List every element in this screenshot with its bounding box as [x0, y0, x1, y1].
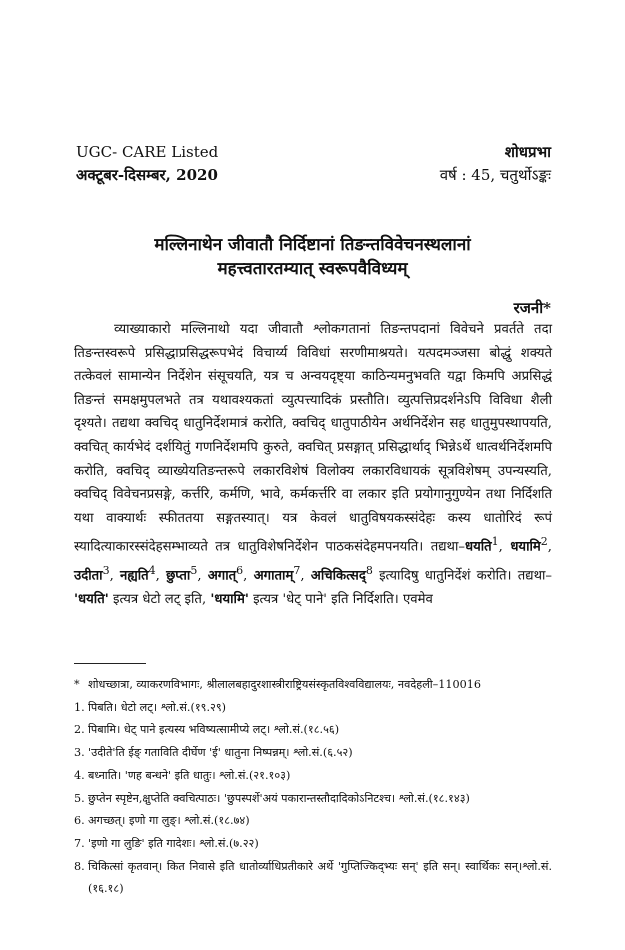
footnote-list: [74, 697, 552, 901]
footnote-ref: 7: [293, 564, 301, 578]
footnote-number: 5.: [74, 791, 85, 805]
footnote-item: [74, 788, 552, 811]
volume-issue: वर्ष : 45, चतुर्थोऽङ्कः: [439, 166, 551, 184]
separator: ,: [109, 568, 120, 584]
footnote-ref: 4: [148, 564, 156, 578]
footnote-text: चिकित्सां कृतवान्। कित निवासे इति धातोर्व्याधिप्रतीकारे अर्थे 'गुप्तिज्किद्भ्यः सन्' इति सन्। स्वार्थिकः सन्।श्लो.सं.(१६.१८): [88, 859, 552, 896]
separator: ,: [155, 568, 167, 584]
footnote-item: [74, 810, 552, 833]
footnote-item: [74, 719, 552, 742]
footnote-text: बध्नाति। 'णह बन्धने' इति धातुः। श्लो.सं.(२१.१०३): [88, 768, 291, 782]
example-verb: अगाताम्: [253, 568, 294, 584]
quoted-verb: 'धयति': [74, 592, 109, 608]
footnote-number: 3.: [74, 746, 85, 760]
example-verb: धयति: [464, 539, 492, 555]
footnote-marker: *: [74, 678, 80, 691]
footnote-item: [74, 856, 552, 901]
paper-title-line1: मल्लिनाथेन जीवातौ निर्दिष्टानां तिङन्तविवेचनस्थलानां: [154, 235, 471, 255]
footnote-number: 7.: [74, 836, 85, 850]
footnote-ref: 5: [190, 564, 198, 578]
example-verb: अचिकित्सद्: [310, 568, 366, 584]
footnote-ref: 3: [102, 564, 110, 578]
journal-header-left: [76, 141, 218, 187]
footnote-number: 2.: [74, 723, 85, 737]
example-verb: उदीता: [74, 568, 103, 584]
paper-title-line2: महत्त्वतारतम्यात् स्वरूपवैविध्यम्: [217, 259, 408, 279]
footnote-text: 'उदीते'ति ईङ् गताविति दीर्घेण 'ई' धातुना निष्पन्नम्। श्लो.सं.(६.५२): [88, 746, 353, 760]
body-paragraph: [74, 318, 552, 612]
footnote-item: [74, 833, 552, 856]
footnote-ref: 8: [365, 564, 373, 578]
footnote-text: छुप्तेन स्पृष्टेन,क्षुप्तेति क्वचित्पाठः। 'छुपस्पर्शे'अयं पकारान्तस्तौदादिकोऽनिटश्च। श्लो.सं.(१८.१४३): [88, 791, 470, 805]
footnote-text: शोधच्छात्रा, व्याकरणविभागः, श्रीलालबहादुरशास्त्रीराष्ट्रियसंस्कृतविश्वविद्यालयः, नवदेहली–110016: [88, 678, 481, 691]
footnote-divider: [74, 663, 146, 664]
separator: ,: [197, 568, 208, 584]
footnote-number: 4.: [74, 768, 85, 782]
journal-header-right: [440, 141, 551, 187]
separator: ,: [498, 539, 511, 555]
footnote-ref: 2: [540, 535, 548, 549]
author-name: रजनी*: [513, 299, 551, 317]
paper-title: [60, 233, 565, 281]
footnote-item: [74, 742, 552, 765]
footnote-text: 'इणो गा लुङि' इति गादेशः। श्लो.सं.(७.२२): [88, 836, 259, 850]
separator: ,: [547, 539, 552, 555]
footnotes: [74, 674, 552, 901]
example-verb: अगात्: [207, 568, 237, 584]
example-verb: नह्यति: [120, 568, 149, 584]
separator: ,: [300, 568, 311, 584]
footnote-ref: 6: [236, 564, 244, 578]
body-text: [74, 318, 552, 612]
body-text-mid: इत्यादिषु धातुनिर्देशं करोति। तद्यथा–: [372, 568, 553, 584]
body-text-mid2: इत्यत्र धेटो लट् इति,: [108, 592, 211, 608]
example-verb: धयामि: [510, 539, 541, 555]
body-text-tail: इत्यत्र 'धेट् पाने' इति निर्दिशति। एवमेव: [248, 592, 433, 608]
footnote-item: [74, 697, 552, 720]
footnote-ref: 1: [491, 535, 499, 549]
footnote-text: पिबामि। धेट् पाने इत्यस्य भविष्यत्सामीप्ये लट्। श्लो.सं.(१८.५६): [88, 723, 340, 737]
ugc-care-label: UGC- CARE Listed: [76, 143, 219, 161]
footnote-text: अगच्छत्। इणो गा लुङ्। श्लो.सं.(१८.७४): [88, 814, 250, 828]
footnote-author: [74, 674, 552, 697]
footnote-number: 6.: [74, 814, 85, 828]
footnote-number: 1.: [74, 700, 85, 714]
quoted-verb: 'धयामि': [210, 592, 249, 608]
body-paragraph-text: व्याख्याकारो मल्लिनाथो यदा जीवातौ श्लोकगतानां तिङन्तपदानां विवेचने प्रवर्तते तदा तिङन्तस्वरूपे प्रसिद्धाप्रसिद्धरूपभेदं विचार्य्य विविधां सरणीमाश्रयते। यत्पदमञ्जसा बोद्धुं शक्यते तत्केवलं सामान्येन निर्देशेन संसूचयति, यत्र च अन्वयदृष्ट्या काठिन्यमनुभवति यद्वा किमपि अप्रसिद्धं तिङन्तं समक्षमुपलभते तत्र यथावश्यकतां व्युत्पत्त्यादिकं प्रस्तौति। व्युत्पत्तिप्रदर्शनेऽपि विविधा शैली दृश्यते। तद्यथा क्वचिद् धातुनिर्देशमात्रं करोति, क्वचिद् धातुपाठीयेन अर्थनिर्देशेन सह धातुमुपस्थापयति, क्वचित् कार्यभेदं दर्शयितुं गणनिर्देशमपि कुरुते, क्वचित् प्रसङ्गात् प्रसिद्धार्थाद् भिन्नेऽर्थे धात्वर्थनिर्देशमपि करोति, क्वचिद् व्याख्येयतिङन्तरूपे लकारविशेषं विलोक्य लकारविधायकं सूत्रविशेषम् उपन्यस्यति, क्वचिद् विवेचनप्रसङ्गे, कर्त्तरि, कर्मणि, भावे, कर्मकर्त्तरि वा लकार इति प्रयोगानुगुण्येन तथा निर्दिशति यथा वाक्यार्थः स्फीततया सङ्गतस्यात्। यत्र केवलं धातुविषयकस्संदेहः कस्य धातोरिदं रूपं स्यादित्याकारस्संदेहसम्भाव्यते तत्र धातुविशेषनिर्देशेन पाठकसंदेहमपनयति। तद्यथा–: [74, 322, 552, 555]
footnote-item: [74, 765, 552, 788]
separator: ,: [243, 568, 254, 584]
issue-period: अक्टूबर-दिसम्बर, 2020: [76, 166, 218, 184]
example-verb: छुप्ता: [166, 568, 191, 584]
footnote-text: पिबति। धेटो लट्। श्लो.सं.(१९.२९): [88, 700, 227, 714]
footnote-number: 8.: [74, 859, 85, 873]
journal-name: शोधप्रभा: [504, 143, 551, 161]
